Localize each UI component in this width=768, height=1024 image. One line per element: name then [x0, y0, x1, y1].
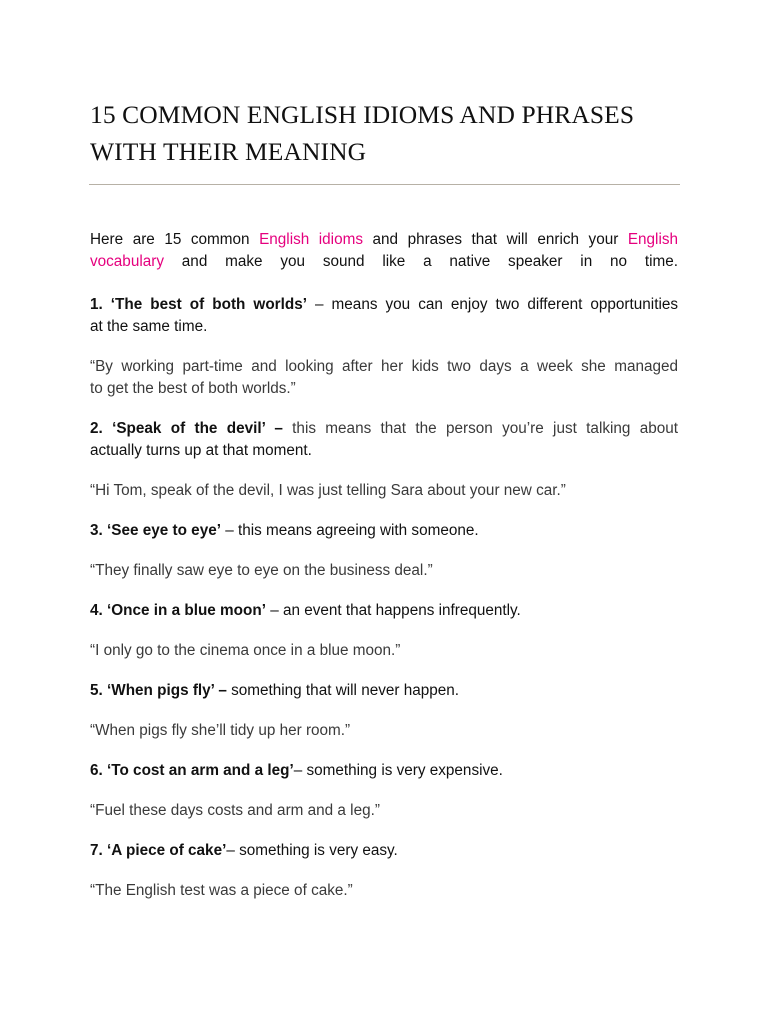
idiom-7-term: 7. ‘A piece of cake’	[90, 842, 227, 859]
idiom-6-term: 6. ‘To cost an arm and a leg’	[90, 762, 294, 779]
intro-line-1	[90, 229, 678, 251]
idiom-3-definition	[90, 520, 678, 542]
idiom-7-definition	[90, 840, 678, 862]
idiom-4-example: “I only go to the cinema once in a blue moon.”	[90, 642, 401, 659]
english-idioms-link[interactable]: English idioms	[259, 231, 363, 248]
idiom-6-definition	[90, 760, 678, 782]
idiom-5-meaning: something that will never happen.	[226, 682, 460, 699]
idiom-5-term: 5. ‘When pigs fly’ –	[90, 682, 227, 699]
idiom-2-term: 2. ‘Speak of the devil’ –	[90, 420, 283, 437]
idiom-2-example: “Hi Tom, speak of the devil, I was just telling Sara about your new car.”	[90, 482, 566, 499]
intro-text: Here are 15 common	[90, 231, 260, 248]
title-line-2: WITH THEIR MEANING	[90, 137, 367, 166]
page-title	[90, 96, 690, 170]
idiom-4-definition	[90, 600, 678, 622]
idiom-2-definition-line-2: actually turns up at that moment.	[90, 442, 312, 459]
idiom-2-meaning: this means that the person you’re just talking about	[282, 420, 679, 437]
idiom-1-example-line-2: to get the best of both worlds.”	[90, 380, 296, 397]
idiom-5-example: “When pigs fly she’ll tidy up her room.”	[90, 722, 351, 739]
intro-line-2	[90, 251, 678, 273]
idiom-6-example: “Fuel these days costs and arm and a leg.”	[90, 802, 380, 819]
idiom-7-example: “The English test was a piece of cake.”	[90, 882, 353, 899]
idiom-5-definition	[90, 680, 678, 702]
intro-text: and make you sound like a native speaker in no time.	[163, 253, 678, 270]
intro-text: and phrases that will enrich your	[362, 231, 628, 248]
idiom-7-meaning: – something is very easy.	[226, 842, 398, 859]
idiom-3-term: 3. ‘See eye to eye’	[90, 522, 221, 539]
idiom-2-definition-line-1	[90, 418, 678, 440]
idiom-1-example-line-1: “By working part-time and looking after her kids two days a week she managed	[90, 358, 678, 375]
title-divider	[89, 184, 680, 185]
idiom-3-example: “They finally saw eye to eye on the business deal.”	[90, 562, 433, 579]
idiom-1-meaning: – means you can enjoy two different opportunities	[306, 296, 678, 313]
english-vocabulary-link-part2[interactable]: vocabulary	[90, 253, 164, 270]
idiom-1-definition-line-2: at the same time.	[90, 318, 208, 335]
idiom-6-meaning: – something is very expensive.	[293, 762, 503, 779]
english-vocabulary-link-part1[interactable]: English	[627, 231, 679, 248]
idiom-1-term: 1. ‘The best of both worlds’	[90, 296, 307, 313]
idiom-3-meaning: – this means agreeing with someone.	[220, 522, 479, 539]
idiom-1-definition-line-1	[90, 294, 678, 316]
idiom-4-meaning: – an event that happens infrequently.	[265, 602, 521, 619]
idiom-4-term: 4. ‘Once in a blue moon’	[90, 602, 266, 619]
title-line-1: 15 COMMON ENGLISH IDIOMS AND PHRASES	[90, 100, 635, 129]
